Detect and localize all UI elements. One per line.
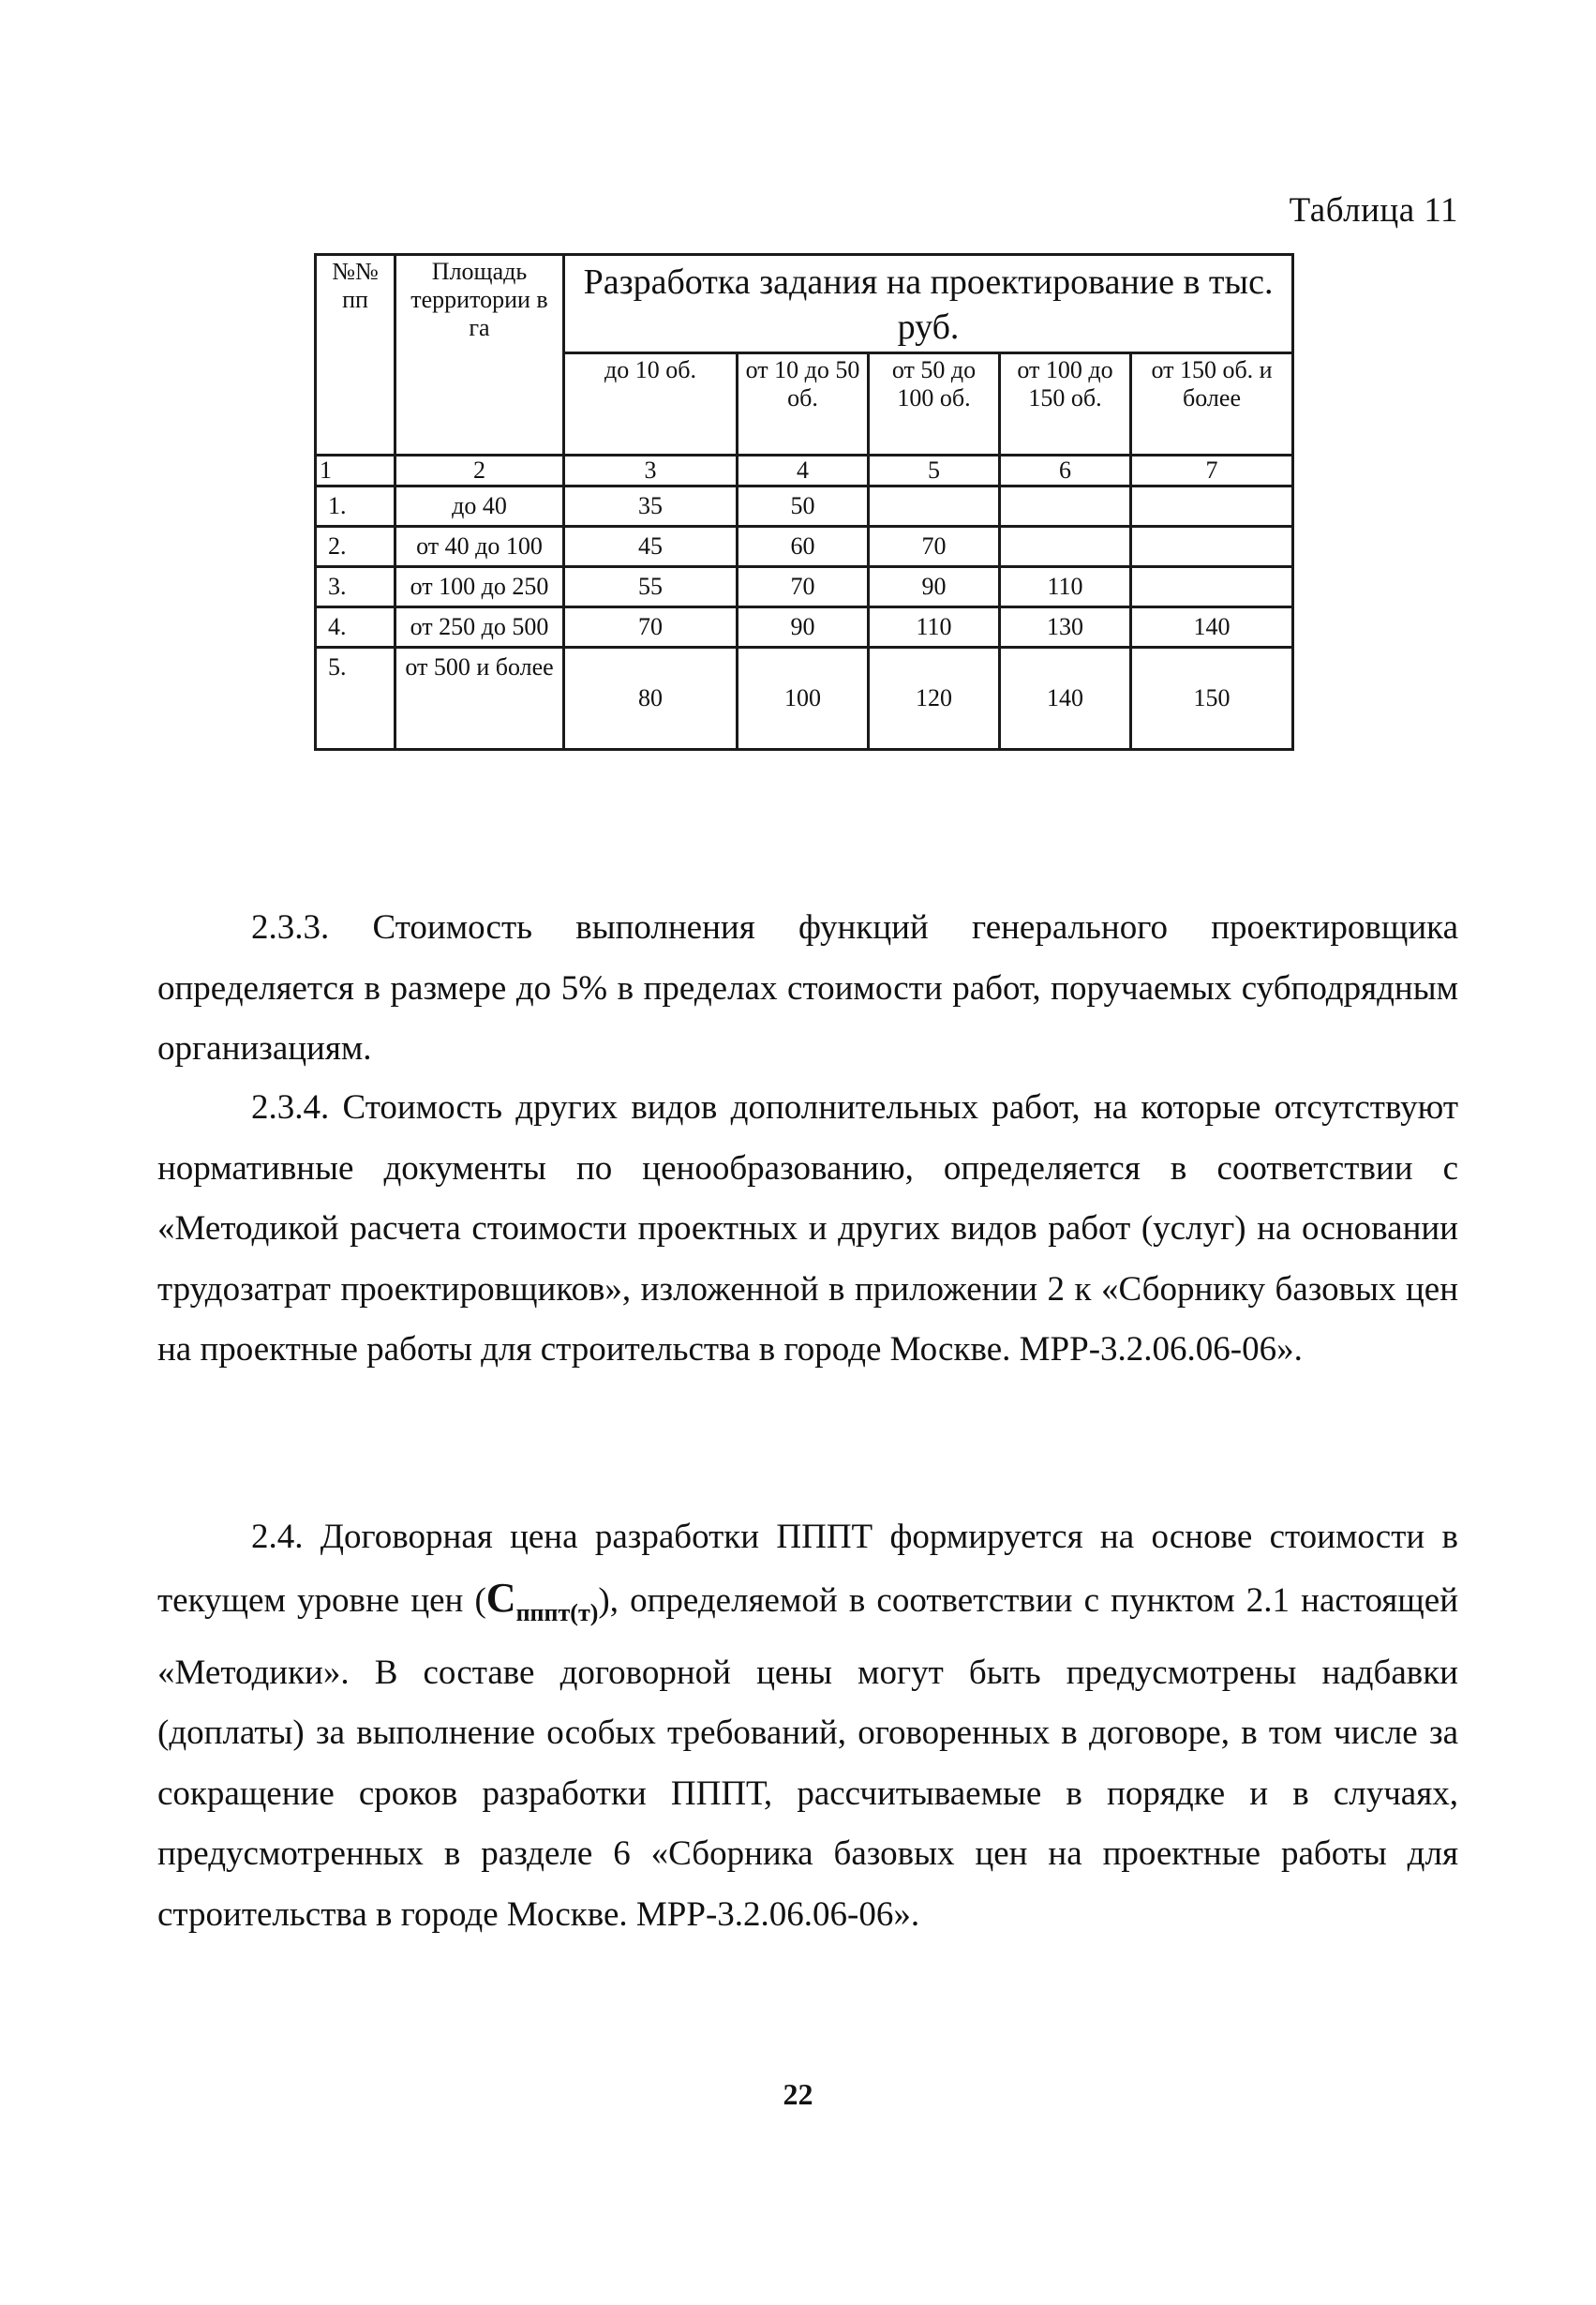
row-number: 1. xyxy=(316,486,395,527)
index-cell: 5 xyxy=(869,456,1000,486)
row-number: 4. xyxy=(316,607,395,648)
subheader-cell: от 100 до 150 об. xyxy=(1000,353,1131,456)
subheader-cell: до 10 об. xyxy=(564,353,738,456)
subheader-cell: от 50 до 100 об. xyxy=(869,353,1000,456)
index-cell: 4 xyxy=(738,456,869,486)
index-cell: 2 xyxy=(395,456,564,486)
row-value: 110 xyxy=(869,607,1000,648)
row-value: 50 xyxy=(738,486,869,527)
paragraph-2-4 xyxy=(157,1507,1458,1945)
row-number: 3. xyxy=(316,567,395,607)
paragraph-2-3-3: 2.3.3. Стоимость выполнения функций генерального проектировщика определяется в размере до 5% в пределах стоимости работ, поручаемых субподрядным организациям. xyxy=(157,908,1458,1068)
index-cell: 3 xyxy=(564,456,738,486)
paragraph-2-3-4: 2.3.4. Стоимость других видов дополнительных работ, на которые отсутствуют нормативные документы по ценообразованию, определяется в соответствии с «Методикой расчета стоимости проектных и других видов работ (услуг) на основании трудозатрат проектировщиков», изложенной в приложении 2 к «Сборнику базовых цен на проектные работы для строительства в городе Москве. МРР-3.2.06.06-06». xyxy=(157,1088,1458,1369)
row-value: 70 xyxy=(564,607,738,648)
row-area: от 250 до 500 xyxy=(395,607,564,648)
row-area: от 40 до 100 xyxy=(395,527,564,567)
row-value: 60 xyxy=(738,527,869,567)
row-value: 110 xyxy=(1000,567,1131,607)
header-area: Площадь территории в га xyxy=(395,255,564,456)
price-formula xyxy=(485,1574,599,1626)
row-number: 5. xyxy=(316,648,395,750)
row-value: 140 xyxy=(1000,648,1131,750)
row-value: 70 xyxy=(869,527,1000,567)
row-value: 70 xyxy=(738,567,869,607)
page-number: 22 xyxy=(783,2077,813,2111)
row-value: 80 xyxy=(564,648,738,750)
paragraph-2-4-end: ), определяемой в соответствии с пунктом 2.1 настоящей «Методики». В составе договорной цены могут быть предусмотрены надбавки (доплаты) за выполнение особых требований, оговоренных в договоре, в том числе за сокращение сроков разработки ПППТ, рассчитываемые в порядке и в случаях, предусмотренных в разделе 6 «Сборника базовых цен на проектные работы для строительства в городе Москве. МРР-3.2.06.06-06». xyxy=(157,1580,1458,1934)
row-value: 120 xyxy=(869,648,1000,750)
row-value: 150 xyxy=(1131,648,1293,750)
price-table xyxy=(314,253,1294,751)
table-caption: Таблица 11 xyxy=(1289,191,1458,230)
paragraph-2-4-start: 2.4. Договорная цена разработки ПППТ формируется на основе стоимости в текущем уровне цен ( xyxy=(157,1518,1458,1620)
row-value xyxy=(1000,486,1131,527)
row-value xyxy=(1131,486,1293,527)
row-value: 90 xyxy=(738,607,869,648)
row-number: 2. xyxy=(316,527,395,567)
header-group: Разработка задания на проектирование в тыс. руб. xyxy=(564,255,1293,353)
subheader-cell: от 10 до 50 об. xyxy=(738,353,869,456)
subheader-cell: от 150 об. и более xyxy=(1131,353,1293,456)
row-value: 35 xyxy=(564,486,738,527)
row-value xyxy=(1131,567,1293,607)
header-num: №№ пп xyxy=(316,255,395,456)
row-value: 140 xyxy=(1131,607,1293,648)
row-value: 130 xyxy=(1000,607,1131,648)
formula-subscript: пппт(т) xyxy=(515,1598,599,1626)
table-header-row xyxy=(316,255,1293,353)
index-cell: 6 xyxy=(1000,456,1131,486)
table-row xyxy=(316,648,1293,750)
table-row xyxy=(316,607,1293,648)
row-value: 90 xyxy=(869,567,1000,607)
table-row xyxy=(316,527,1293,567)
row-value xyxy=(1000,527,1131,567)
table-row xyxy=(316,486,1293,527)
index-cell: 1 xyxy=(316,456,395,486)
row-value xyxy=(1131,527,1293,567)
table-row xyxy=(316,567,1293,607)
formula-symbol: C xyxy=(485,1574,516,1621)
row-area: до 40 xyxy=(395,486,564,527)
row-area: от 500 и более xyxy=(395,648,564,750)
index-cell: 7 xyxy=(1131,456,1293,486)
row-area: от 100 до 250 xyxy=(395,567,564,607)
row-value xyxy=(869,486,1000,527)
row-value: 55 xyxy=(564,567,738,607)
row-value: 100 xyxy=(738,648,869,750)
row-value: 45 xyxy=(564,527,738,567)
index-row xyxy=(316,456,1293,486)
